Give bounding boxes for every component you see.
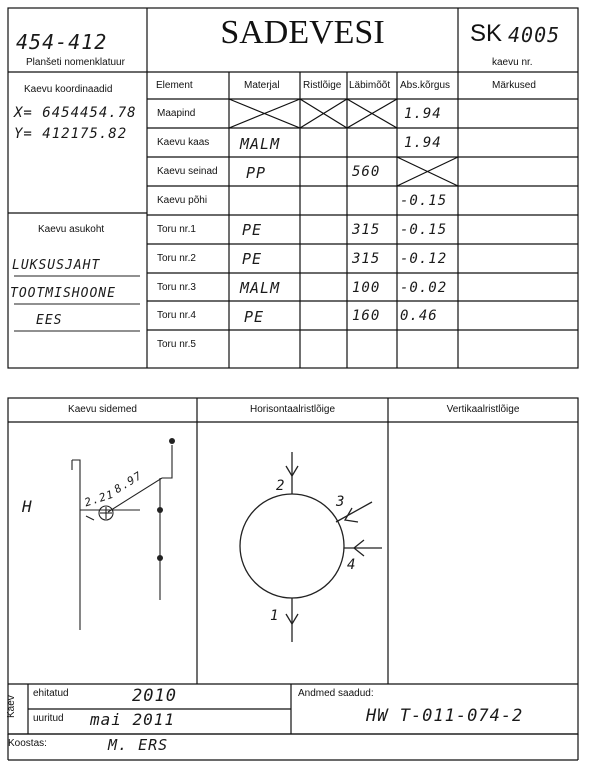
author-label: Koostas: [8,738,47,749]
location-line-3: EES [36,313,63,328]
row-diameter: 315 [352,222,381,238]
ties-sketch [72,445,172,630]
row-material: MALM [240,135,281,153]
row-material: PE [244,308,265,326]
row-element: Toru nr.4 [157,310,196,321]
sketch-distance-a: 2.21 [82,487,116,510]
nomenclature-value: 454-412 [16,30,108,54]
sketch-distance-b: 8.97 [111,468,145,497]
data-source-label: Andmed saadud: [298,688,374,699]
panel-title-ties: Kaevu sidemed [68,404,137,415]
pipe-label-4: 4 [347,557,357,573]
built-label: ehitatud [33,688,69,699]
author-value: M. ERS [108,736,169,754]
data-source-value: HW T-011-074-2 [366,706,524,726]
row-diameter: 315 [352,251,381,267]
row-abs: -0.15 [400,193,448,209]
coordinates-label: Kaevu koordinaadid [24,84,113,95]
pipe-label-1: 1 [270,608,280,624]
pipe-label-2: 2 [276,478,286,494]
row-element: Toru nr.2 [157,253,196,264]
coordinate-y: Y= 412175.82 [14,126,128,142]
surveyed-value: mai 2011 [90,710,176,729]
pipe-label-3: 3 [336,494,346,510]
tie-point [157,555,163,561]
row-abs: -0.02 [400,280,448,296]
coordinate-x: X= 6454454.78 [14,105,137,121]
col-header-abs: Abs.kõrgus [400,80,451,91]
location-line-2: TOOTMISHOONE [10,286,116,301]
row-abs: -0.15 [400,222,448,238]
location-label: Kaevu asukoht [38,224,105,235]
row-material: PE [242,221,263,239]
sketch-h-label: H [22,497,33,516]
row-element: Toru nr.3 [157,282,196,293]
col-header-diameter: Läbimõõt [349,80,391,91]
row-abs: 1.94 [404,106,442,122]
row-element: Kaevu kaas [157,137,210,148]
row-element: Kaevu põhi [157,195,208,206]
row-diameter: 560 [352,164,381,180]
row-element: Toru nr.5 [157,339,196,350]
row-element: Toru nr.1 [157,224,196,235]
col-header-material: Materjal [244,80,280,91]
row-abs: 1.94 [404,135,442,151]
row-diameter: 100 [352,280,381,296]
location-line-1: LUKSUSJAHT [12,258,101,273]
row-material: MALM [240,279,281,297]
col-header-notes: Märkused [492,80,536,91]
row-abs: 0.46 [400,308,438,324]
built-value: 2010 [132,686,177,706]
panel-title-horizontal: Horisontaalristlõige [249,404,336,415]
col-header-cross: Ristlõige [303,80,342,91]
page-title: SADEVESI [220,14,385,51]
side-label-kaev: Kaev [6,695,17,718]
sk-label: kaevu nr. [492,57,533,68]
sk-number: 4005 [508,23,561,47]
surveyed-label: uuritud [33,713,64,724]
row-element: Kaevu seinad [157,166,218,177]
row-diameter: 160 [352,308,381,324]
tie-point [169,438,175,444]
nomenclature-label: Planšeti nomenklatuur [26,57,125,68]
row-material: PE [242,250,263,268]
row-element: Maapind [157,108,196,119]
row-material: PP [246,164,267,182]
horizontal-section [240,452,382,642]
panel-title-vertical: Vertikaalristlõige [446,404,520,415]
tie-point [157,507,163,513]
row-abs: -0.12 [400,251,448,267]
col-header-element: Element [156,80,193,91]
sk-prefix: SK [470,20,503,47]
